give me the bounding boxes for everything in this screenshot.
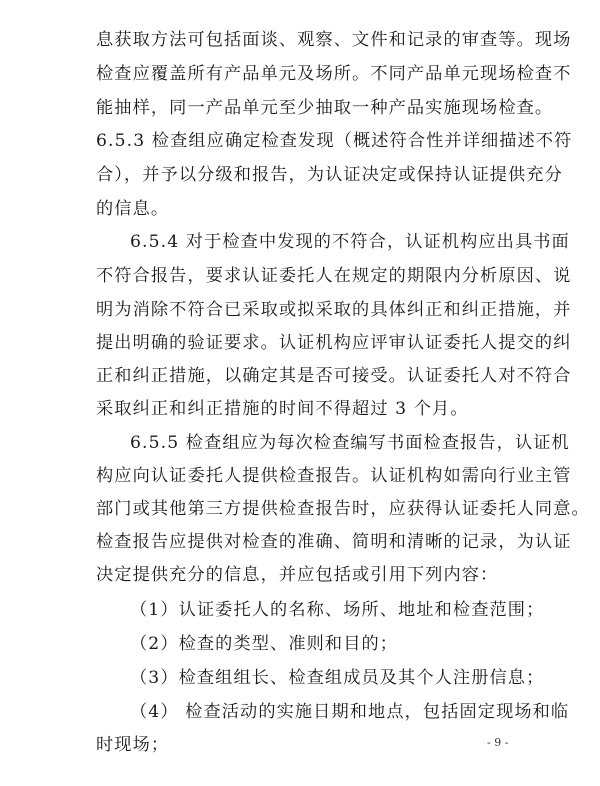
list-item-1 xyxy=(96,600,545,620)
list-item-4 xyxy=(96,702,570,755)
text-line: 合），并予以分级和报告，为认证决定或保持认证提供充分 xyxy=(96,165,563,185)
text-line: 的信息。 xyxy=(96,199,170,219)
text-line: 6.5.4 对于检查中发现的不符合，认证机构应出具书面 xyxy=(130,232,570,252)
text-line: 提出明确的验证要求。认证机构应评审认证委托人提交的纠 xyxy=(96,333,572,353)
paragraph-continuation xyxy=(96,30,572,118)
text-line: 检查应覆盖所有产品单元及场所。不同产品单元现场检查不 xyxy=(96,64,572,84)
text-line: 明为消除不符合已采取或拟采取的具体纠正和纠正措施，并 xyxy=(96,300,572,320)
text-line: 不符合报告，要求认证委托人在规定的期限内分析原因、说 xyxy=(96,266,572,286)
text-line: 6.5.5 检查组应为每次检查编写书面检查报告，认证机 xyxy=(130,433,570,453)
text-line: （3）检查组组长、检查组成员及其个人注册信息； xyxy=(130,668,545,688)
text-line: 正和纠正措施，以确定其是否可接受。认证委托人对不符合 xyxy=(96,366,572,386)
page-number: - 9 - xyxy=(487,736,509,749)
text-line: 采取纠正和纠正措施的时间不得超过 3 个月。 xyxy=(96,399,469,419)
text-line: （1）认证委托人的名称、场所、地址和检查范围； xyxy=(130,600,545,620)
text-line: 能抽样，同一产品单元至少抽取一种产品实施现场检查。 xyxy=(96,98,554,118)
text-line: 时现场； xyxy=(96,735,170,755)
document-body xyxy=(96,30,590,755)
paragraph-6-5-5 xyxy=(96,433,590,585)
text-line: 构应向认证委托人提供检查报告。认证机构如需向行业主管 xyxy=(96,466,572,486)
list-item-3 xyxy=(96,668,545,688)
text-line: 6.5.3 检查组应确定检查发现（概述符合性并详细描述不符 xyxy=(96,131,573,151)
text-line: 决定提供充分的信息，并应包括或引用下列内容： xyxy=(96,565,499,585)
paragraph-6-5-3 xyxy=(96,131,573,219)
text-line: 检查报告应提供对检查的准确、简明和清晰的记录，为认证 xyxy=(96,532,572,552)
text-line: （2）检查的类型、准则和目的； xyxy=(130,634,399,654)
paragraph-6-5-4 xyxy=(96,232,572,419)
text-line: 息获取方法可包括面谈、观察、文件和记录的审查等。现场 xyxy=(96,30,572,50)
text-line: 部门或其他第三方提供检查报告时，应获得认证委托人同意。 xyxy=(96,499,590,519)
text-line: （4） 检查活动的实施日期和地点，包括固定现场和临 xyxy=(130,702,570,722)
list-item-2 xyxy=(96,634,516,654)
